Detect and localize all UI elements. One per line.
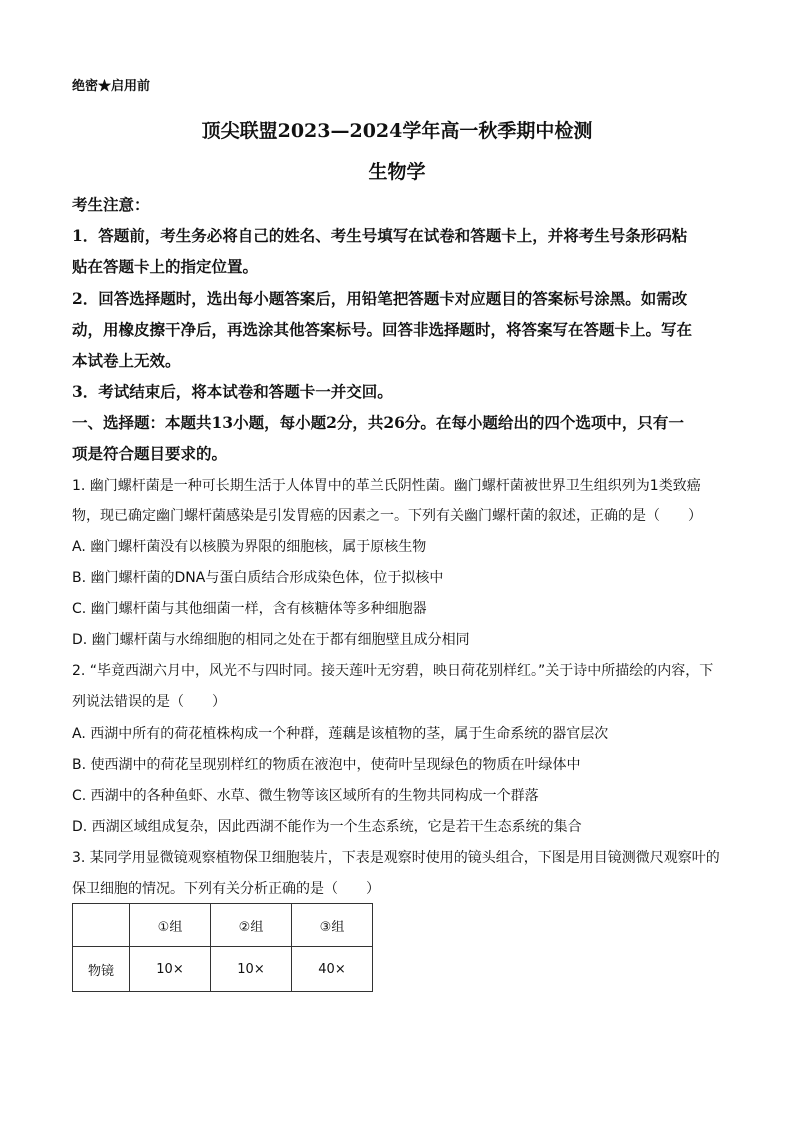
q1-stem-line-2: 物，现已确定幽门螺杆菌感染是引发胃癌的因素之一。下列有关幽门螺杆菌的叙述，正确的是（ ） [72,508,702,524]
notice-item-1-line-1: 1．答题前，考生务必将自己的姓名、考生号填写在试卷和答题卡上，并将考生号条形码粘 [72,226,688,245]
q2-option-a: A. 西湖中所有的荷花植株构成一个种群，莲藕是该植物的茎，属于生命系统的器官层次 [72,726,609,742]
section-1-heading-line-2: 项是符合题目要求的。 [72,444,228,463]
q1-stem-line-1: 1. 幽门螺杆菌是一种可长期生活于人体胃中的革兰氏阴性菌。幽门螺杆菌被世界卫生组织列为1类致癌 [72,478,701,494]
table-cell: 10× [211,947,292,992]
q1-option-c: C. 幽门螺杆菌与其他细菌一样，含有核糖体等多种细胞器 [72,601,427,617]
notice-item-2-line-1: 2．回答选择题时，选出每小题答案后，用铅笔把答题卡对应题目的答案标号涂黑。如需改 [72,289,688,308]
lens-combination-table [72,903,373,992]
table-cell: 10× [130,947,211,992]
q2-option-b: B. 使西湖中的荷花呈现别样红的物质在液泡中，使荷叶呈现绿色的物质在叶绿体中 [72,757,581,773]
table-row-label: 物镜 [73,947,130,992]
notice-item-2-line-2: 动，用橡皮擦干净后，再选涂其他答案标号。回答非选择题时，将答案写在答题卡上。写在 [72,320,693,339]
q2-option-c: C. 西湖中的各种鱼虾、水草、微生物等该区域所有的生物共同构成一个群落 [72,788,539,804]
q1-option-a: A. 幽门螺杆菌没有以核膜为界限的细胞核，属于原核生物 [72,539,427,555]
q1-option-d: D. 幽门螺杆菌与水绵细胞的相同之处在于都有细胞壁且成分相同 [72,632,470,648]
table-header-cell: ②组 [211,904,292,947]
section-1-heading-line-1: 一、选择题：本题共13小题，每小题2分，共26分。在每小题给出的四个选项中，只有一 [72,413,684,432]
notice-heading: 考生注意： [72,195,150,214]
q3-stem-line-1: 3. 某同学用显微镜观察植物保卫细胞装片，下表是观察时使用的镜头组合，下图是用目镜测微尺观察叶的 [72,850,720,866]
q1-option-b: B. 幽门螺杆菌的DNA与蛋白质结合形成染色体，位于拟核中 [72,570,444,586]
table-header-cell: ①组 [130,904,211,947]
notice-item-1-line-2: 贴在答题卡上的指定位置。 [72,257,259,276]
notice-item-3: 3．考试结束后，将本试卷和答题卡一并交回。 [72,382,393,401]
confidential-mark: 绝密★启用前 [72,79,151,94]
q3-stem-line-2: 保卫细胞的情况。下列有关分析正确的是（ ） [72,881,380,897]
notice-item-2-line-3: 本试卷上无效。 [72,351,181,370]
exam-subject: 生物学 [368,161,426,183]
q2-stem-line-2: 列说法错误的是（ ） [72,694,226,710]
table-row [73,947,373,992]
exam-title: 顶尖联盟2023—2024学年高一秋季期中检测 [201,120,593,142]
table-header-cell [73,904,130,947]
q2-stem-line-1: 2. “毕竟西湖六月中，风光不与四时同。接天莲叶无穷碧，映日荷花别样红。”关于诗中所描绘的内容，下 [72,663,714,679]
q2-option-d: D. 西湖区域组成复杂，因此西湖不能作为一个生态系统，它是若干生态系统的集合 [72,819,582,835]
table-header-cell: ③组 [292,904,373,947]
table-cell: 40× [292,947,373,992]
table-header-row [73,904,373,947]
